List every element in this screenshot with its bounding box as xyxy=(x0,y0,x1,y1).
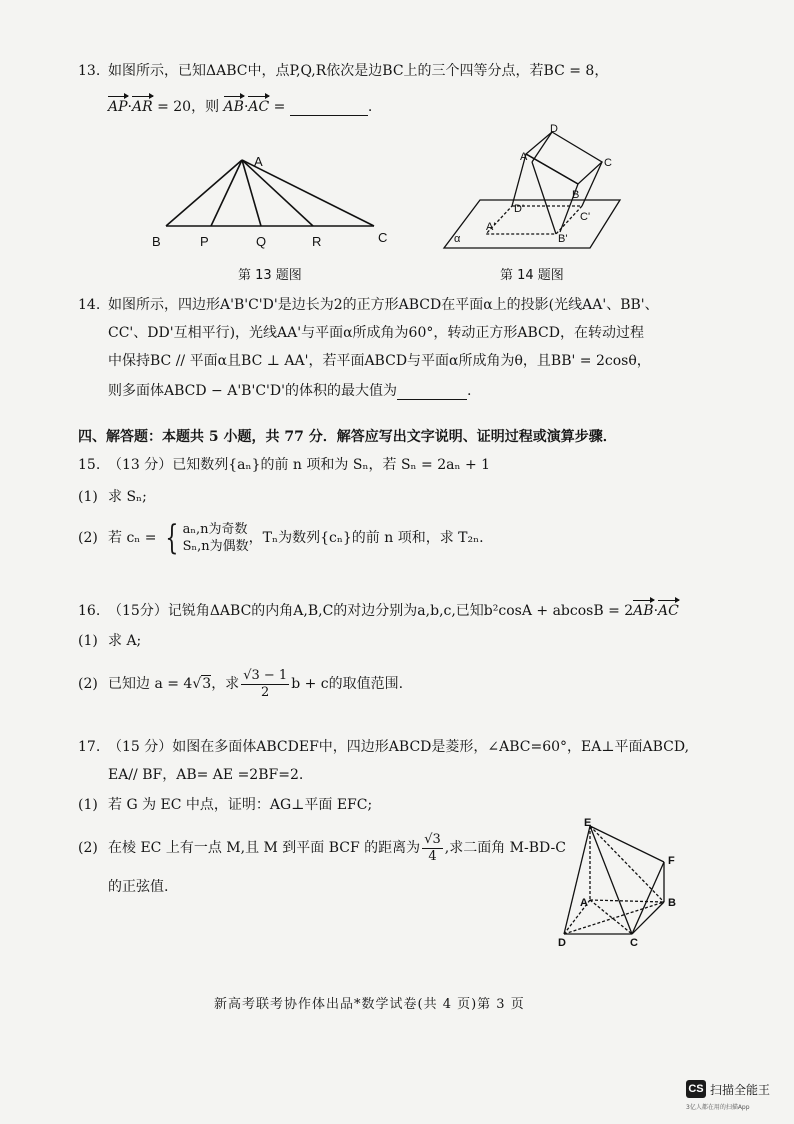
q16-stem: （15分）记锐角ΔABC的内角A,B,C的对边分别为a,b,c,已知b²cosA + abcosB = 2 xyxy=(108,603,634,619)
section-4-title: 四、解答题：本题共 5 小题，共 77 分．解答应写出文字说明、证明过程或演算步骤． xyxy=(78,429,617,445)
fig17-label-e: E xyxy=(584,817,592,829)
fig17-edge-cb xyxy=(632,902,664,934)
q16-part2-text-a: 已知边 a = 4 xyxy=(108,676,193,692)
q16-stem-line xyxy=(78,602,679,620)
q14-number: 14. xyxy=(78,297,101,313)
fig13-side-ac xyxy=(242,160,374,226)
fig13-caption: 第 13 题图 xyxy=(238,268,302,283)
q13-number: 13. xyxy=(78,63,101,79)
q16-vector-ac: AC xyxy=(658,603,679,619)
q14-line4 xyxy=(108,382,471,400)
q17-part1 xyxy=(78,796,372,814)
q15-part2-text-a: 若 cₙ = xyxy=(108,530,161,546)
q14-end: . xyxy=(466,383,472,399)
fig17-diagonal-db xyxy=(564,902,664,934)
q16-part1-label: (1) xyxy=(78,633,98,649)
q17-line1 xyxy=(78,738,689,756)
fig13-label-b: B xyxy=(152,234,161,249)
q15-number: 15. xyxy=(78,457,101,473)
q14-text-4: 则多面体ABCD − A'B'C'D'的体积的最大值为 xyxy=(108,383,397,399)
fig13-side-ab xyxy=(166,160,242,226)
q16-part1 xyxy=(78,632,141,650)
q14-line3: 中保持BC // 平面α且BC ⊥ AA'，若平面ABCD与平面α所成角为θ，且BB' = 2cosθ， xyxy=(108,353,651,369)
q16-part1-text: 求 A; xyxy=(108,633,142,649)
q15-part2-label: (2) xyxy=(78,530,98,546)
fig14-label-a: A xyxy=(520,151,528,163)
figure-14 xyxy=(440,122,630,252)
q16-part2-text-c: b + c的取值范围. xyxy=(291,676,404,692)
q16-dot: · xyxy=(653,603,659,619)
scanner-name: 扫描全能王 xyxy=(710,1083,771,1097)
q13-line2 xyxy=(108,98,372,116)
q15-part2 xyxy=(78,520,484,556)
fig13-segment-ap xyxy=(211,160,242,226)
page-footer: 新高考联考协作体出品*数学试卷(共 4 页)第 3 页 xyxy=(214,997,525,1012)
q15-part1 xyxy=(78,488,147,506)
q16-fraction: $\frac{√3 - 1}{2}$ xyxy=(243,667,288,700)
q13-answer-blank xyxy=(290,101,368,116)
q16-fraction-denominator: 2 xyxy=(261,684,270,700)
scanner-tagline: 3亿人都在用的扫描App xyxy=(686,1104,750,1111)
q17-part2-line2: 的正弦值. xyxy=(108,879,169,895)
q16-part2: (2) 已知边 a = 4√3，求 $\frac{√3 - 1}{2}$ b + c的取值范围. xyxy=(78,664,403,704)
q17-fraction-numerator: 3 xyxy=(432,831,441,847)
q13-vector-ac: AC xyxy=(248,99,270,115)
fig17-label-d: D xyxy=(558,937,566,949)
q14-line1 xyxy=(78,296,659,314)
fig14-label-b: B xyxy=(572,189,580,201)
q13-vector-ab: AB xyxy=(223,99,244,115)
fig14-label-c: C xyxy=(604,157,612,169)
fig14-label-aprime: A' xyxy=(486,221,496,233)
fig17-edge-fc xyxy=(632,862,664,934)
q17-part1-label: (1) xyxy=(78,797,98,813)
fig14-label-dprime: D' xyxy=(514,203,525,215)
q16-fraction-numerator: 3 − 1 xyxy=(251,667,288,683)
q15-case-odd: aₙ,n为奇数 xyxy=(182,522,248,537)
fig13-label-a: A xyxy=(254,154,263,169)
fig17-label-a: A xyxy=(580,897,588,909)
q14-answer-blank xyxy=(397,385,467,400)
fig17-edge-eb xyxy=(590,826,664,902)
q15-stem-line xyxy=(78,456,490,474)
fig17-edge-ef xyxy=(590,826,664,862)
q13-end: . xyxy=(367,99,373,115)
q17-text-1: （15 分）如图在多面体ABCDEF中，四边形ABCD是菱形，∠ABC=60°，EA⊥平面ABCD, xyxy=(108,739,690,755)
q13-vector-ap: AP xyxy=(108,99,128,115)
q16-part2-label: (2) xyxy=(78,676,98,692)
fig13-segment-ar xyxy=(242,160,313,226)
figure-13 xyxy=(150,150,400,250)
q16-vector-ab: AB xyxy=(633,603,654,619)
q13-equals: = xyxy=(269,99,290,115)
q15-part1-text: 求 Sₙ; xyxy=(108,489,147,505)
q13-text-2: = 20，则 xyxy=(152,99,224,115)
q17-number: 17. xyxy=(78,739,101,755)
fig14-plane-alpha xyxy=(444,200,620,248)
q17-part2-label: (2) xyxy=(78,840,98,856)
q13-text-1: 如图所示，已知ΔABC中，点P,Q,R依次是边BC上的三个四等分点，若BC = 8， xyxy=(108,63,609,79)
fig14-label-bprime: B' xyxy=(558,233,568,245)
figure-17 xyxy=(556,816,686,950)
q13-dot-2: · xyxy=(243,99,249,115)
q15-piecewise-cases xyxy=(183,521,249,555)
q15-piecewise-brace: { xyxy=(165,518,179,558)
fig14-ray-aa xyxy=(532,162,556,234)
fig17-label-b: B xyxy=(668,897,676,909)
q17-fraction: $\frac{√3}{4}$ xyxy=(424,831,441,864)
fig17-label-c: C xyxy=(630,937,638,949)
q13-dot: · xyxy=(127,99,132,115)
q14-line2: CC'、DD'互相平行)，光线AA'与平面α所成角为60°，转动正方形ABCD，在转动过程 xyxy=(108,325,644,341)
q15-stem: （13 分）已知数列{aₙ}的前 n 项和为 Sₙ，若 Sₙ = 2aₙ + 1 xyxy=(108,457,491,473)
q17-fraction-denominator: 4 xyxy=(428,848,437,864)
q16-sqrt-value: 3 xyxy=(202,676,212,692)
q14-text-1: 如图所示，四边形A'B'C'D'是边长为2的正方形ABCD在平面α上的投影(光线AA'、BB'、 xyxy=(108,297,659,313)
q13-vector-ar: AR xyxy=(131,99,153,115)
q17-part2 xyxy=(78,828,566,868)
fig14-label-cprime: C' xyxy=(580,211,591,223)
q15-part2-text-b: ，Tₙ为数列{cₙ}的前 n 项和，求 T₂ₙ. xyxy=(248,530,484,546)
fig13-label-p: P xyxy=(200,234,209,249)
fig14-caption: 第 14 题图 xyxy=(500,268,564,283)
fig13-label-r: R xyxy=(312,234,322,249)
fig17-edge-ab xyxy=(590,900,664,902)
q17-part2-text-a: 在棱 EC 上有一点 M,且 M 到平面 BCF 的距离为 xyxy=(108,840,421,856)
q17-part1-text: 若 G 为 EC 中点，证明：AG⊥平面 EFC; xyxy=(108,797,373,813)
q16-part2-text-b: ，求 xyxy=(211,676,240,692)
fig17-label-f: F xyxy=(668,855,675,867)
fig13-label-q: Q xyxy=(256,234,267,249)
fig14-label-alpha: α xyxy=(454,233,461,245)
q15-part1-label: (1) xyxy=(78,489,98,505)
q17-part2-text-b: ,求二面角 M-BD-C xyxy=(444,840,566,856)
q17-line2: EA// BF，AB= AE =2BF=2. xyxy=(108,767,304,783)
scanner-logo: CS xyxy=(686,1080,706,1098)
fig13-label-c: C xyxy=(378,230,388,245)
q15-case-even: Sₙ,n为偶数 xyxy=(182,539,249,554)
q16-number: 16. xyxy=(78,603,101,619)
fig14-label-d: D xyxy=(550,123,558,135)
q13-line1 xyxy=(78,62,608,80)
